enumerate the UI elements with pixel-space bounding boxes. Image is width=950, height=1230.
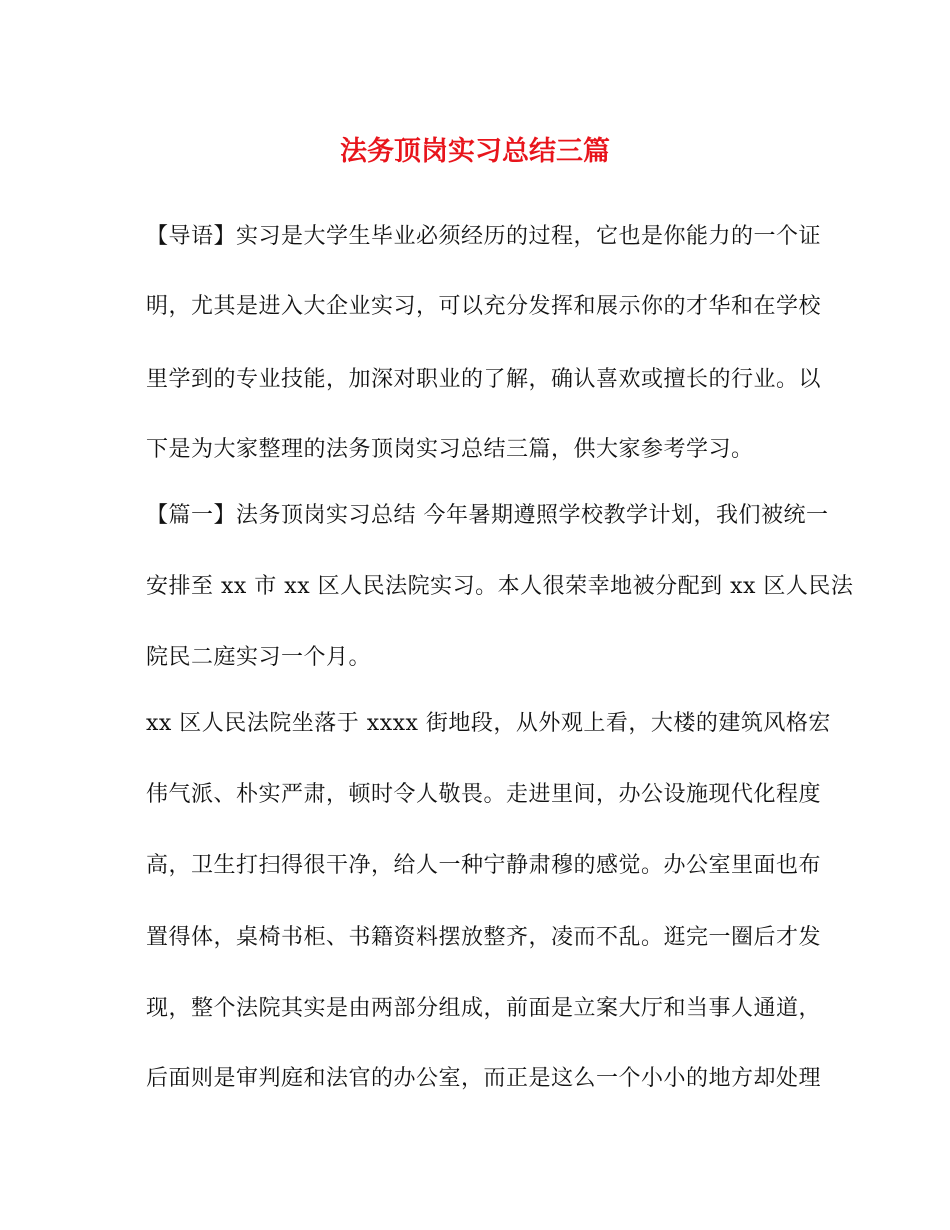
paragraph-line: 现，整个法院其实是由两部分组成，前面是立案大厅和当事人通道，	[146, 996, 822, 1021]
document-title: 法务顶岗实习总结三篇	[340, 136, 610, 167]
paragraph-line: 【导语】实习是大学生毕业必须经历的过程，它也是你能力的一个证	[146, 224, 822, 249]
paragraph-line: 【篇一】法务顶岗实习总结 今年暑期遵照学校教学计划，我们被统一	[146, 503, 829, 528]
paragraph-line: 明，尤其是进入大企业实习，可以充分发挥和展示你的才华和在学校	[146, 294, 822, 319]
paragraph-line: xx 区人民法院坐落于 xxxx 街地段，从外观上看，大楼的建筑风格宏	[146, 711, 831, 736]
paragraph-line: 安排至 xx 市 xx 区人民法院实习。本人很荣幸地被分配到 xx 区人民法	[146, 574, 854, 599]
paragraph-line: 高，卫生打扫得很干净，给人一种宁静肃穆的感觉。办公室里面也布	[146, 853, 822, 878]
paragraph-line: 下是为大家整理的法务顶岗实习总结三篇，供大家参考学习。	[146, 437, 754, 462]
paragraph-line: 后面则是审判庭和法官的办公室，而正是这么一个小小的地方却处理	[146, 1066, 822, 1091]
paragraph-line: 伟气派、朴实严肃，顿时令人敬畏。走进里间，办公设施现代化程度	[146, 782, 822, 807]
paragraph-line: 置得体，桌椅书柜、书籍资料摆放整齐，凌而不乱。逛完一圈后才发	[146, 925, 822, 950]
paragraph-line: 里学到的专业技能，加深对职业的了解，确认喜欢或擅长的行业。以	[146, 367, 822, 392]
paragraph-line: 院民二庭实习一个月。	[146, 645, 372, 670]
